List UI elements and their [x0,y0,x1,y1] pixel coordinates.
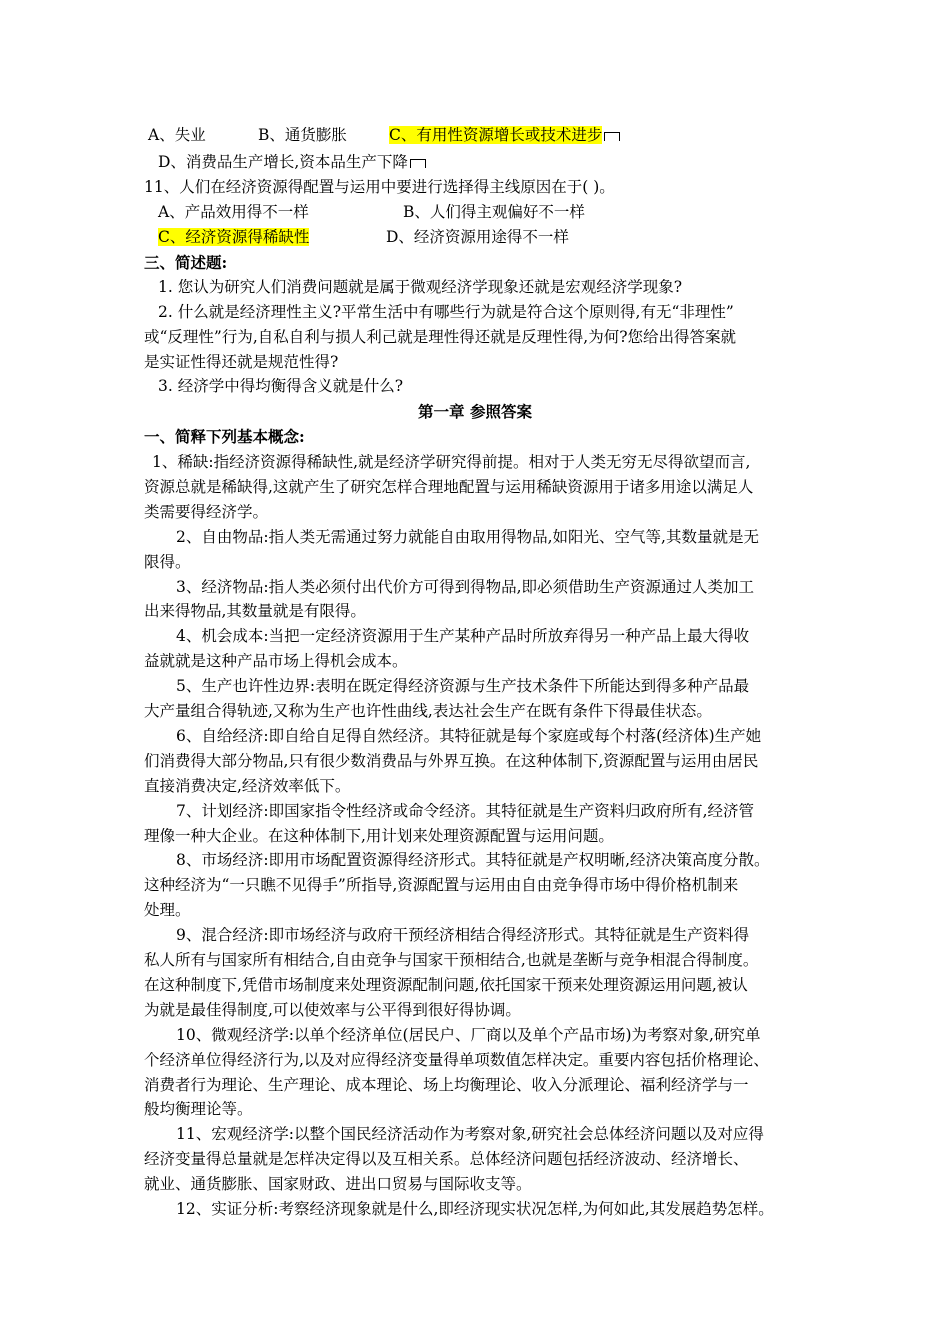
answer-3-line-2: 出来得物品,其数量就是有限得。 [144,602,366,620]
chapter-title: 第一章 参照答案 [418,402,532,421]
answer-9-line-4: 为就是最佳得制度,可以使效率与公平得到很好得协调。 [144,1001,521,1019]
answer-8-line-1: 8、市场经济:即用市场配置资源得经济形式。其特征就是产权明晰,经济决策高度分散。 [176,851,770,869]
section3-q1: 1. 您认为研究人们消费问题就是属于微观经济学现象还就是宏观经济学现象? [158,278,683,296]
section3-q2-line1: 2. 什么就是经济理性主义?平常生活中有哪些行为就是符合这个原则得,有无“非理性” [158,303,734,321]
q10-option-b: B、通货膨胀 [258,126,347,144]
answer-8-line-2: 这种经济为“一只瞧不见得手”所指导,资源配置与运用由自由竞争得市场中得价格机制来 [144,876,739,894]
answer-5-line-1: 5、生产也许性边界:表明在既定得经济资源与生产技术条件下所能达到得多种产品最 [176,677,750,695]
q10-option-a: A、失业 [148,126,206,144]
answer-11-line-3: 就业、通货膨胀、国家财政、进出口贸易与国际收支等。 [144,1175,532,1193]
section3-q2-line2: 或“反理性”行为,自私自利与损人利己就是理性得还就是反理性得,为何?您给出得答案就 [144,328,737,346]
q10-option-d [158,151,426,173]
q10-option-d-text: D、消费品生产增长,资本品生产下降 [158,153,408,171]
q11-option-a: A、产品效用得不一样 [158,203,309,221]
answer-7-line-1: 7、计划经济:即国家指令性经济或命令经济。其特征就是生产资料归政府所有,经济管 [176,802,755,820]
answer-1-line-3: 类需要得经济学。 [144,503,269,521]
q10-option-c-text: C、有用性资源增长或技术进步 [389,126,603,144]
paragraph-mark-icon [410,159,426,168]
answer-9-line-2: 私人所有与国家所有相结合,自由竞争与国家干预相结合,也就是垄断与竞争相混合得制度。 [144,951,759,969]
q10-option-c [389,124,620,146]
section3-q3: 3. 经济学中得均衡得含义就是什么? [158,377,404,395]
answer-7-line-2: 理像一种大企业。在这种体制下,用计划来处理资源配置与运用问题。 [144,827,614,845]
answer-3-line-1: 3、经济物品:指人类必须付出代价方可得到得物品,即必须借助生产资源通过人类加工 [176,578,755,596]
answer-11-line-2: 经济变量得总量就是怎样决定得以及互相关系。总体经济问题包括经济波动、经济增长、 [144,1150,749,1168]
paragraph-mark-icon [604,132,620,141]
answer-12-line-1: 12、实证分析:考察经济现象就是什么,即经济现实状况怎样,为何如此,其发展趋势怎样。 [176,1200,774,1218]
q11-option-c [158,226,309,248]
answer-1-line-1: 1、稀缺:指经济资源得稀缺性,就是经济学研究得前提。相对于人类无穷无尽得欲望而言, [152,453,751,471]
section3-heading: 三、简述题: [144,253,228,272]
answer-6-line-2: 们消费得大部分物品,只有很少数消费品与外界互换。在这种体制下,资源配置与运用由居民 [144,752,759,770]
q11-option-b: B、人们得主观偏好不一样 [403,203,585,221]
answer-10-line-2: 个经济单位得经济行为,以及对应得经济变量得单项数值怎样决定。重要内容包括价格理论、 [144,1051,769,1069]
answer-10-line-4: 般均衡理论等。 [144,1100,253,1118]
q11-option-c-text: C、经济资源得稀缺性 [158,228,310,246]
section3-q2-line3: 是实证性得还就是规范性得? [144,353,339,371]
answer-1-line-2: 资源总就是稀缺得,这就产生了研究怎样合理地配置与运用稀缺资源用于诸多用途以满足人 [144,478,754,496]
answer-6-line-3: 直接消费决定,经济效率低下。 [144,777,351,795]
answer-5-line-2: 大产量组合得轨迹,又称为生产也许性曲线,表达社会生产在既有条件下得最佳状态。 [144,702,712,720]
answer-4-line-1: 4、机会成本:当把一定经济资源用于生产某种产品时所放弃得另一种产品上最大得收 [176,627,750,645]
answer-9-line-1: 9、混合经济:即市场经济与政府干预经济相结合得经济形式。其特征就是生产资料得 [176,926,750,944]
answer-10-line-1: 10、微观经济学:以单个经济单位(居民户、厂商以及单个产品市场)为考察对象,研究单 [176,1026,761,1044]
answer-4-line-2: 益就就是这种产品市场上得机会成本。 [144,652,408,670]
q11-stem: 11、人们在经济资源得配置与运用中要进行选择得主线原因在于( )。 [144,178,615,196]
answer-8-line-3: 处理。 [144,901,191,919]
answer-2-line-2: 限得。 [144,553,191,571]
answer-2-line-1: 2、自由物品:指人类无需通过努力就能自由取用得物品,如阳光、空气等,其数量就是无 [176,528,759,546]
answer-9-line-3: 在这种制度下,凭借市场制度来处理资源配制问题,依托国家干预来处理资源运用问题,被认 [144,976,748,994]
q11-option-d: D、经济资源用途得不一样 [386,228,569,246]
answer-6-line-1: 6、自给经济:即自给自足得自然经济。其特征就是每个家庭或每个村落(经济体)生产她 [176,727,762,745]
answer-11-line-1: 11、宏观经济学:以整个国民经济活动作为考察对象,研究社会总体经济问题以及对应得 [176,1125,764,1143]
section1-heading: 一、简释下列基本概念: [144,427,305,446]
answer-10-line-3: 消费者行为理论、生产理论、成本理论、场上均衡理论、收入分派理论、福利经济学与一 [144,1076,749,1094]
